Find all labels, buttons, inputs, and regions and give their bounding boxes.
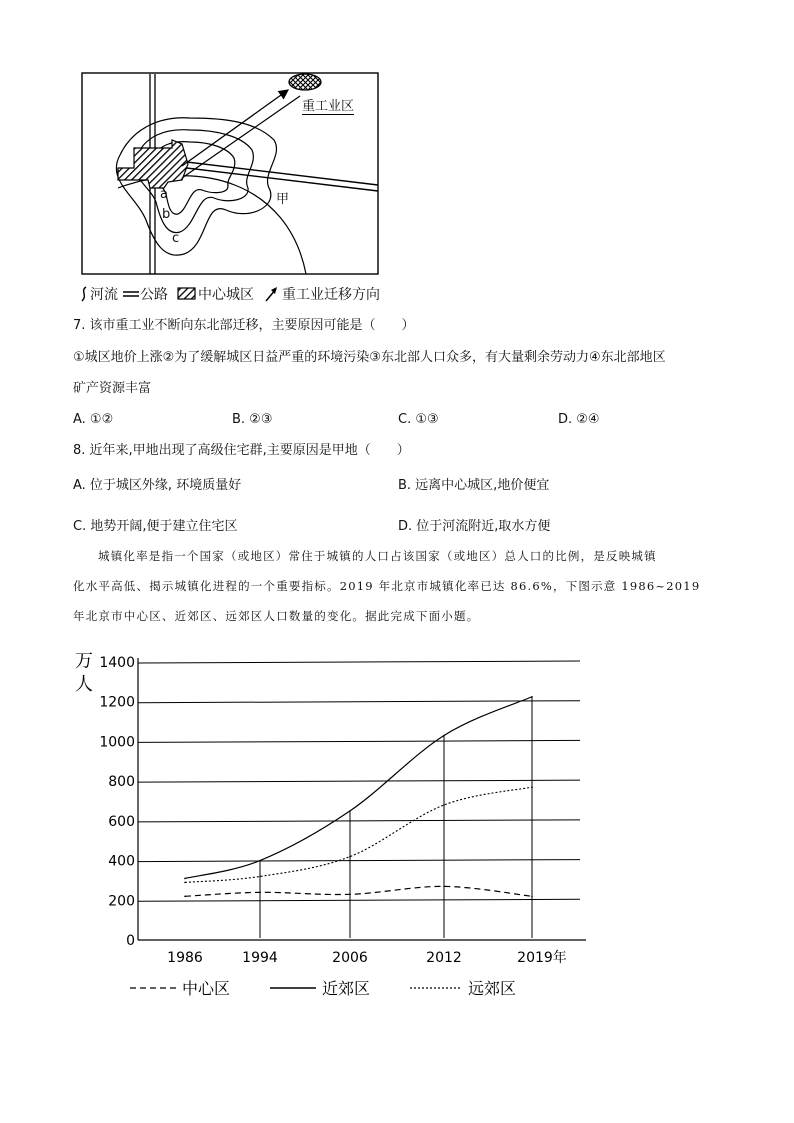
q8-option-d[interactable]: D. 位于河流附近,取水方便 [398, 519, 551, 534]
x-tick-label: 2006 [332, 950, 368, 966]
gridline [138, 820, 580, 822]
y-tick-label: 600 [108, 813, 135, 830]
x-tick-label: 1994 [242, 950, 278, 966]
migration-arrow-icon [262, 285, 282, 303]
q7-stem: 7. 该市重工业不断向东北部迁移，主要原因可能是（ ） [73, 318, 415, 333]
data-point-2 [349, 856, 351, 858]
q7-option-d[interactable]: D. ②④ [558, 412, 600, 427]
legend-label: 中心区 [182, 979, 231, 998]
map-legend [78, 284, 380, 304]
data-point-1 [531, 696, 533, 698]
gridline [138, 661, 580, 663]
data-point-0 [531, 896, 533, 898]
y-tick-label: 400 [108, 853, 135, 870]
contour-label-a: a [160, 187, 168, 202]
gridline [138, 780, 580, 782]
city-center-icon [176, 285, 198, 303]
contour-label-b: b [162, 207, 171, 222]
q8-option-b[interactable]: B. 远离中心城区,地价便宜 [398, 478, 550, 493]
legend-center-label: 中心城区 [198, 287, 254, 303]
legend-label: 近郊区 [322, 979, 371, 998]
contour-label-c: c [172, 231, 180, 246]
legend-river-label: 河流 [90, 287, 118, 303]
y-tick-label: 1400 [99, 655, 135, 671]
y-tick-label: 1000 [99, 734, 135, 751]
data-point-2 [443, 804, 445, 806]
series-line-1 [185, 697, 532, 879]
heavy-industry-label: 重工业区 [302, 95, 354, 115]
data-point-1 [184, 878, 186, 880]
gridline [138, 899, 580, 901]
x-tick-label: 2012 [426, 950, 462, 966]
passage-line3: 年北京市中心区、近郊区、远郊区人口数量的变化。据此完成下面小题。 [73, 609, 480, 623]
data-point-0 [184, 896, 186, 898]
legend-label: 远郊区 [468, 979, 517, 998]
data-point-2 [531, 786, 533, 788]
q7-statements-line1: ①城区地价上涨②为了缓解城区日益严重的环境污染③东北部人口众多，有大量剩余劳动力④东北部地区 [73, 350, 666, 365]
q7-option-a[interactable]: A. ①② [73, 412, 114, 427]
legend-road-label: 公路 [140, 287, 168, 303]
q8-option-c[interactable]: C. 地势开阔,便于建立住宅区 [73, 519, 238, 534]
q7-option-c[interactable]: C. ①③ [398, 412, 439, 427]
data-point-2 [184, 882, 186, 884]
data-point-0 [349, 894, 351, 896]
y-tick-label: 200 [108, 893, 135, 910]
y-tick-label: 0 [126, 933, 135, 949]
data-point-1 [443, 735, 445, 737]
data-point-0 [443, 886, 445, 888]
gridline [138, 860, 580, 862]
q7-option-b[interactable]: B. ②③ [232, 412, 273, 427]
y-axis-label: 人 [75, 674, 93, 695]
gridline [138, 740, 580, 742]
data-point-1 [349, 810, 351, 812]
data-point-1 [259, 860, 261, 862]
data-point-0 [259, 892, 261, 894]
population-chart [60, 645, 600, 1015]
legend-migration-label: 重工业迁移方向 [282, 287, 380, 303]
jia-label: 甲 [276, 192, 290, 207]
gridline [138, 701, 580, 703]
data-point-2 [259, 876, 261, 878]
heavy-industry-zone [289, 74, 321, 90]
series-line-0 [185, 886, 532, 896]
chart-svg [60, 645, 600, 1015]
river-icon [78, 285, 90, 303]
map-figure [78, 70, 383, 278]
y-tick-label: 800 [108, 774, 135, 791]
y-tick-label: 1200 [99, 694, 135, 711]
q8-stem: 8. 近年来,甲地出现了高级住宅群,主要原因是甲地（ ） [73, 443, 410, 458]
x-tick-label: 2019年 [517, 950, 567, 966]
passage-line2: 化水平高低、揭示城镇化进程的一个重要指标。2019 年北京市城镇化率已达 86.6%，下图示意 1986~2019 [73, 579, 701, 593]
road-icon [122, 285, 140, 303]
q8-option-a[interactable]: A. 位于城区外缘, 环境质量好 [73, 478, 242, 493]
passage-line1: 城镇化率是指一个国家（或地区）常住于城镇的人口占该国家（或地区）总人口的比例，是反映城镇 [98, 549, 657, 563]
x-tick-label: 1986 [167, 950, 203, 966]
y-axis-label: 万 [75, 651, 93, 672]
q7-statements-line2: 矿产资源丰富 [73, 381, 152, 396]
